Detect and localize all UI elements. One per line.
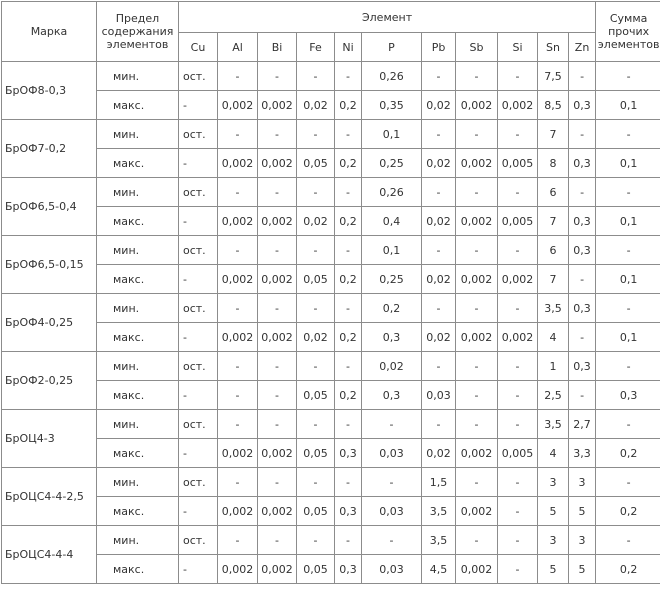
element-cell: - [498, 497, 538, 526]
element-cell: 0,002 [258, 497, 297, 526]
element-cell: 4,5 [422, 555, 456, 584]
element-cell: - [179, 555, 218, 584]
element-cell: 0,26 [362, 62, 422, 91]
element-cell: - [218, 294, 258, 323]
element-cell: - [335, 120, 362, 149]
element-cell: 1 [538, 352, 569, 381]
element-cell: 0,002 [258, 323, 297, 352]
element-cell: 0,3 [569, 352, 596, 381]
table-row [2, 468, 660, 497]
element-cell: - [569, 381, 596, 410]
element-cell: - [179, 497, 218, 526]
element-cell: 0,1 [362, 120, 422, 149]
element-cell: 0,02 [422, 149, 456, 178]
element-cell: - [422, 62, 456, 91]
element-cell: 3 [569, 526, 596, 555]
table-row [2, 236, 660, 265]
element-cell: - [456, 381, 498, 410]
element-cell: - [179, 323, 218, 352]
element-cell: 0,05 [297, 555, 335, 584]
other-elements-cell: 0,2 [596, 439, 660, 468]
element-cell: 0,002 [498, 91, 538, 120]
table-row [2, 381, 660, 410]
other-elements-cell: - [596, 352, 660, 381]
limit-label: макс. [97, 149, 179, 178]
element-cell: ост. [179, 410, 218, 439]
element-cell: 0,25 [362, 149, 422, 178]
limit-label: макс. [97, 207, 179, 236]
element-cell: ост. [179, 236, 218, 265]
element-cell: 3 [538, 468, 569, 497]
element-cell: - [498, 120, 538, 149]
element-cell: 0,002 [258, 555, 297, 584]
element-cell: - [297, 62, 335, 91]
element-cell: 0,26 [362, 178, 422, 207]
header-element-zn: Zn [569, 33, 596, 62]
element-cell: - [498, 352, 538, 381]
element-cell: - [498, 62, 538, 91]
element-cell: - [297, 178, 335, 207]
element-cell: 0,2 [335, 265, 362, 294]
header-element-fe: Fe [297, 33, 335, 62]
other-elements-cell: - [596, 294, 660, 323]
element-cell: - [362, 410, 422, 439]
table-row [2, 149, 660, 178]
limit-label: макс. [97, 381, 179, 410]
element-cell: - [218, 381, 258, 410]
element-cell: - [498, 410, 538, 439]
element-cell: - [258, 526, 297, 555]
element-cell: 0,2 [362, 294, 422, 323]
element-cell: - [258, 62, 297, 91]
element-cell: 0,3 [569, 207, 596, 236]
limit-label: мин. [97, 62, 179, 91]
element-cell: 0,002 [498, 265, 538, 294]
element-cell: - [297, 352, 335, 381]
element-cell: - [258, 468, 297, 497]
element-cell: 2,7 [569, 410, 596, 439]
element-cell: - [297, 236, 335, 265]
limit-label: мин. [97, 526, 179, 555]
element-cell: - [179, 207, 218, 236]
limit-label: макс. [97, 439, 179, 468]
element-cell: - [218, 410, 258, 439]
other-elements-cell: - [596, 178, 660, 207]
header-other-elements: Сумма прочих элементов [596, 2, 660, 62]
element-cell: ост. [179, 178, 218, 207]
element-cell: 3,5 [538, 410, 569, 439]
element-cell: 0,002 [456, 497, 498, 526]
element-cell: 3,5 [422, 526, 456, 555]
element-cell: 3,5 [422, 497, 456, 526]
element-cell: - [258, 352, 297, 381]
grade-name: БрОФ4-0,25 [2, 294, 97, 352]
element-cell: - [422, 178, 456, 207]
element-cell: - [335, 410, 362, 439]
element-cell: 0,002 [218, 207, 258, 236]
element-cell: - [258, 410, 297, 439]
table-row [2, 555, 660, 584]
element-cell: - [218, 236, 258, 265]
bronze-composition-table [1, 1, 660, 584]
element-cell: 0,3 [335, 555, 362, 584]
table-body [2, 62, 660, 584]
table-row [2, 207, 660, 236]
element-cell: - [218, 352, 258, 381]
element-cell: 0,2 [335, 149, 362, 178]
header-element-si: Si [498, 33, 538, 62]
limit-label: мин. [97, 120, 179, 149]
element-cell: 7 [538, 207, 569, 236]
element-cell: - [179, 91, 218, 120]
element-cell: 0,3 [569, 91, 596, 120]
element-cell: 5 [538, 497, 569, 526]
element-cell: 7,5 [538, 62, 569, 91]
limit-label: макс. [97, 323, 179, 352]
element-cell: 3 [538, 526, 569, 555]
element-cell: - [218, 468, 258, 497]
element-cell: 0,05 [297, 381, 335, 410]
element-cell: - [297, 294, 335, 323]
grade-name: БрОФ2-0,25 [2, 352, 97, 410]
limit-label: макс. [97, 91, 179, 120]
element-cell: - [422, 120, 456, 149]
element-cell: - [218, 120, 258, 149]
element-cell: - [258, 120, 297, 149]
other-elements-cell: 0,1 [596, 149, 660, 178]
grade-name: БрОФ7-0,2 [2, 120, 97, 178]
element-cell: - [456, 468, 498, 497]
element-cell: 0,03 [362, 555, 422, 584]
element-cell: 0,02 [422, 439, 456, 468]
element-cell: 0,002 [258, 91, 297, 120]
element-cell: - [218, 526, 258, 555]
other-elements-cell: 0,1 [596, 265, 660, 294]
element-cell: - [498, 555, 538, 584]
element-cell: 0,005 [498, 149, 538, 178]
grade-name: БрОЦС4-4-2,5 [2, 468, 97, 526]
element-cell: - [297, 468, 335, 497]
limit-label: макс. [97, 555, 179, 584]
element-cell: - [297, 526, 335, 555]
header-element-al: Al [218, 33, 258, 62]
element-cell: 0,3 [335, 497, 362, 526]
element-cell: 2,5 [538, 381, 569, 410]
element-cell: - [335, 294, 362, 323]
header-element-p: P [362, 33, 422, 62]
element-cell: - [335, 62, 362, 91]
element-cell: 0,005 [498, 439, 538, 468]
element-cell: 3 [569, 468, 596, 497]
grade-name: БрОЦС4-4-4 [2, 526, 97, 584]
element-cell: - [498, 294, 538, 323]
element-cell: 0,002 [218, 91, 258, 120]
element-cell: - [498, 236, 538, 265]
element-cell: 1,5 [422, 468, 456, 497]
element-cell: 7 [538, 265, 569, 294]
element-cell: 0,02 [422, 207, 456, 236]
element-cell: - [456, 236, 498, 265]
element-cell: - [297, 410, 335, 439]
header-element: Элемент [179, 2, 596, 33]
element-cell: 8 [538, 149, 569, 178]
other-elements-cell: - [596, 526, 660, 555]
element-cell: 0,03 [362, 439, 422, 468]
table-row [2, 497, 660, 526]
element-cell: - [179, 149, 218, 178]
element-cell: 0,002 [218, 149, 258, 178]
element-cell: 7 [538, 120, 569, 149]
element-cell: 0,002 [258, 207, 297, 236]
element-cell: - [569, 62, 596, 91]
element-cell: 0,4 [362, 207, 422, 236]
element-cell: ост. [179, 468, 218, 497]
table-row [2, 410, 660, 439]
table-row [2, 439, 660, 468]
element-cell: ост. [179, 352, 218, 381]
element-cell: 0,002 [258, 439, 297, 468]
element-cell: 0,05 [297, 265, 335, 294]
element-cell: 0,2 [335, 207, 362, 236]
limit-label: мин. [97, 294, 179, 323]
element-cell: - [422, 410, 456, 439]
element-cell: - [422, 294, 456, 323]
header-element-sb: Sb [456, 33, 498, 62]
element-cell: 5 [569, 497, 596, 526]
element-cell: - [422, 352, 456, 381]
limit-label: мин. [97, 236, 179, 265]
table-row [2, 91, 660, 120]
element-cell: 0,002 [218, 439, 258, 468]
element-cell: - [218, 62, 258, 91]
element-cell: - [179, 265, 218, 294]
element-cell: 0,35 [362, 91, 422, 120]
element-cell: 0,2 [335, 323, 362, 352]
limit-label: макс. [97, 265, 179, 294]
table-row [2, 120, 660, 149]
element-cell: ост. [179, 120, 218, 149]
element-cell: 0,03 [362, 497, 422, 526]
element-cell: 0,002 [218, 555, 258, 584]
element-cell: - [335, 236, 362, 265]
element-cell: - [218, 178, 258, 207]
element-cell: - [498, 178, 538, 207]
element-cell: - [569, 323, 596, 352]
table-row [2, 178, 660, 207]
element-cell: 0,002 [218, 323, 258, 352]
element-cell: - [258, 236, 297, 265]
element-cell: 0,05 [297, 439, 335, 468]
table-row [2, 526, 660, 555]
element-cell: 0,02 [422, 323, 456, 352]
limit-label: мин. [97, 468, 179, 497]
limit-label: мин. [97, 352, 179, 381]
other-elements-cell: 0,1 [596, 207, 660, 236]
other-elements-cell: 0,1 [596, 91, 660, 120]
element-cell: 0,002 [258, 265, 297, 294]
element-cell: - [456, 294, 498, 323]
element-cell: - [498, 468, 538, 497]
element-cell: 0,02 [422, 91, 456, 120]
element-cell: 6 [538, 178, 569, 207]
element-cell: 8,5 [538, 91, 569, 120]
other-elements-cell: - [596, 62, 660, 91]
element-cell: 5 [569, 555, 596, 584]
header-element-sn: Sn [538, 33, 569, 62]
element-cell: 0,002 [456, 323, 498, 352]
element-cell: 0,2 [335, 91, 362, 120]
table-row [2, 265, 660, 294]
element-cell: 0,002 [456, 149, 498, 178]
grade-name: БрОФ8-0,3 [2, 62, 97, 120]
element-cell: - [179, 381, 218, 410]
element-cell: 0,002 [456, 207, 498, 236]
header-limit: Предел содержания элементов [97, 2, 179, 62]
header-element-bi: Bi [258, 33, 297, 62]
element-cell: 4 [538, 439, 569, 468]
element-cell: 0,002 [218, 265, 258, 294]
table-row [2, 323, 660, 352]
other-elements-cell: - [596, 410, 660, 439]
element-cell: - [498, 526, 538, 555]
element-cell: ост. [179, 62, 218, 91]
header-element-cu: Cu [179, 33, 218, 62]
element-cell: 3,5 [538, 294, 569, 323]
element-cell: ост. [179, 526, 218, 555]
other-elements-cell: 0,2 [596, 555, 660, 584]
element-cell: 0,3 [335, 439, 362, 468]
element-cell: - [456, 178, 498, 207]
header-element-pb: Pb [422, 33, 456, 62]
element-cell: 0,05 [297, 149, 335, 178]
element-cell: 0,002 [456, 439, 498, 468]
element-cell: 0,25 [362, 265, 422, 294]
element-cell: - [335, 526, 362, 555]
element-cell: 0,3 [362, 323, 422, 352]
other-elements-cell: - [596, 236, 660, 265]
element-cell: 3,3 [569, 439, 596, 468]
element-cell: - [362, 526, 422, 555]
element-cell: - [335, 468, 362, 497]
element-cell: 0,02 [362, 352, 422, 381]
element-cell: 0,002 [456, 555, 498, 584]
element-cell: 0,3 [569, 236, 596, 265]
element-cell: 0,002 [456, 91, 498, 120]
limit-label: мин. [97, 410, 179, 439]
limit-label: мин. [97, 178, 179, 207]
element-cell: 0,002 [218, 497, 258, 526]
element-cell: - [456, 352, 498, 381]
element-cell: - [569, 120, 596, 149]
element-cell: - [456, 410, 498, 439]
element-cell: 0,002 [498, 323, 538, 352]
element-cell: 6 [538, 236, 569, 265]
element-cell: - [258, 294, 297, 323]
element-cell: 0,1 [362, 236, 422, 265]
element-cell: - [569, 265, 596, 294]
element-cell: - [258, 178, 297, 207]
other-elements-cell: 0,2 [596, 497, 660, 526]
element-cell: - [569, 178, 596, 207]
grade-name: БрОЦ4-3 [2, 410, 97, 468]
element-cell: 0,03 [422, 381, 456, 410]
table-row [2, 294, 660, 323]
other-elements-cell: - [596, 120, 660, 149]
header-element-ni: Ni [335, 33, 362, 62]
element-cell: 0,02 [422, 265, 456, 294]
element-cell: 0,2 [335, 381, 362, 410]
element-cell: - [179, 439, 218, 468]
table-row [2, 352, 660, 381]
other-elements-cell: 0,1 [596, 323, 660, 352]
element-cell: - [335, 352, 362, 381]
element-cell: ост. [179, 294, 218, 323]
element-cell: 0,02 [297, 323, 335, 352]
element-cell: 0,3 [569, 294, 596, 323]
grade-name: БрОФ6,5-0,4 [2, 178, 97, 236]
element-cell: - [297, 120, 335, 149]
element-cell: 0,3 [362, 381, 422, 410]
element-cell: - [362, 468, 422, 497]
limit-label: макс. [97, 497, 179, 526]
element-cell: - [498, 381, 538, 410]
element-cell: 0,02 [297, 207, 335, 236]
element-cell: 0,005 [498, 207, 538, 236]
element-cell: 0,002 [456, 265, 498, 294]
element-cell: - [456, 526, 498, 555]
element-cell: 0,002 [258, 149, 297, 178]
element-cell: 4 [538, 323, 569, 352]
element-cell: - [456, 120, 498, 149]
element-cell: - [335, 178, 362, 207]
element-cell: 5 [538, 555, 569, 584]
other-elements-cell: 0,3 [596, 381, 660, 410]
other-elements-cell: - [596, 468, 660, 497]
element-cell: 0,3 [569, 149, 596, 178]
element-cell: 0,02 [297, 91, 335, 120]
table-header [2, 2, 660, 62]
table-row [2, 62, 660, 91]
element-cell: 0,05 [297, 497, 335, 526]
element-cell: - [456, 62, 498, 91]
grade-name: БрОФ6,5-0,15 [2, 236, 97, 294]
element-cell: - [422, 236, 456, 265]
header-grade: Марка [2, 2, 97, 62]
element-cell: - [258, 381, 297, 410]
